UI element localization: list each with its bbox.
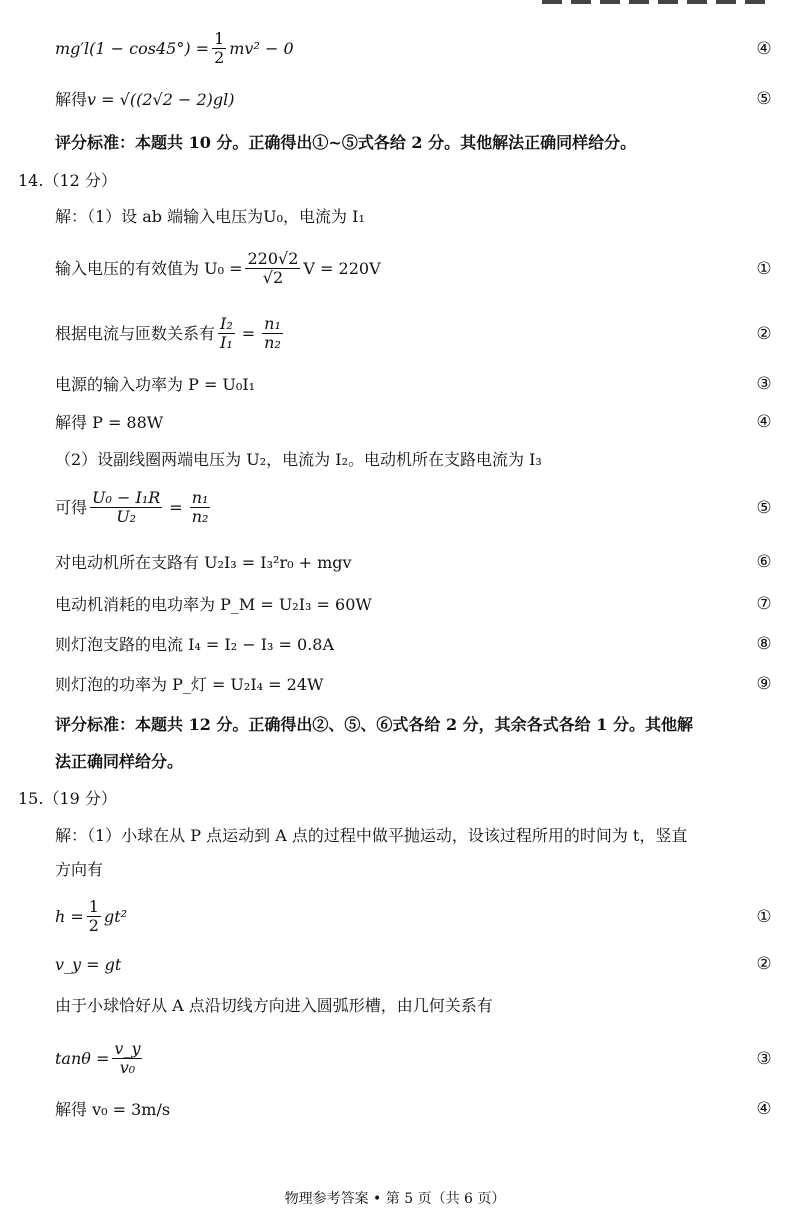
equation-line: 电源的输入功率为 P = U₀I₁ ③	[55, 375, 720, 394]
solution-line: 由于小球恰好从 A 点沿切线方向进入圆弧形槽，由几何关系有	[55, 996, 493, 1015]
equation-marker: ⑦	[756, 594, 772, 615]
equation-line: 根据电流与匝数关系有 $\frac{\text{I₂}}{\text{I₁}}$ = $\frac{\text{n₁}}{\text{n₂}}$ ②	[55, 315, 720, 353]
question-heading: 14.（12 分）	[18, 171, 117, 190]
fraction: $\frac{\text{n₁}}{\text{n₂}}$	[191, 488, 209, 527]
equation-line	[55, 29, 772, 68]
fraction: $\frac{1}{2}$	[214, 29, 225, 68]
fraction: $\frac{1}{2}$	[88, 897, 99, 936]
equation-marker: ⑥	[756, 552, 772, 573]
grading-criteria: 评分标准：本题共 12 分。正确得出②、⑤、⑥式各给 2 分，其余各式各给 1 分。其他解	[55, 715, 693, 734]
equation-marker: ②	[756, 323, 772, 344]
equation-line: h = $\frac{1}{2}$ gt² ①	[55, 898, 720, 936]
fraction: $\frac{\text{U₀ − I₁R}}{\text{U₂}}$	[92, 488, 161, 527]
equation-line: 电动机消耗的电功率为 P_M = U₂I₃ = 60W ⑦	[55, 595, 720, 614]
fraction: $\frac{220√2}{√2}$	[247, 249, 299, 288]
equation-marker: ④	[756, 412, 772, 433]
equation-line: 可得 $\frac{\text{U₀ − I₁R}}{\text{U₂}}$ = $\frac{\text{n₁}}{\text{n₂}}$ ⑤	[55, 489, 720, 527]
equation-tail: mv² − 0	[229, 39, 294, 59]
equation-line: 解得 v₀ = 3m/s ④	[55, 1100, 720, 1119]
equation-line: 输入电压的有效值为 U₀ = $\frac{220√2}{√2}$ V = 220V ①	[55, 250, 720, 288]
equation-marker: ⑤	[756, 497, 772, 518]
equation-line: 解得 v = √((2√2 − 2)gl) ⑤	[55, 90, 720, 109]
equation-marker: ③	[756, 1048, 772, 1069]
fraction: $\frac{\text{I₂}}{\text{I₁}}$	[220, 314, 233, 353]
equation-line: v_y = gt ②	[55, 955, 720, 974]
equation-line: tanθ = $\frac{v\_y}{\text{v₀}}$ ③	[55, 1040, 720, 1078]
header-marks	[525, 0, 765, 4]
solution-line: 解：（1）设 ab 端输入电压为U₀，电流为 I₁	[55, 207, 365, 226]
equation-line: 解得 P = 88W ④	[55, 413, 720, 432]
equation-marker: ③	[756, 374, 772, 395]
grading-criteria: 评分标准：本题共 10 分。正确得出①~⑤式各给 2 分。其他解法正确同样给分。	[55, 133, 637, 152]
equation-marker: ①	[756, 906, 772, 927]
equation-line: 则灯泡的功率为 P_灯 = U₂I₄ = 24W ⑨	[55, 675, 720, 694]
solution-line: 方向有	[55, 860, 104, 879]
question-heading: 15.（19 分）	[18, 789, 117, 808]
equation-text: mg′l(1 − cos45°) =	[55, 39, 210, 59]
equation-marker: ⑨	[756, 674, 772, 695]
equation-text: v = √((2√2 − 2)gl)	[87, 90, 235, 109]
equation-marker: ④	[756, 38, 772, 59]
equation-marker: ⑧	[756, 634, 772, 655]
solution-line: （2）设副线圈两端电压为 U₂，电流为 I₂。电动机所在支路电流为 I₃	[55, 450, 542, 469]
equation-marker: ⑤	[756, 89, 772, 110]
page-footer: 物理参考答案 • 第 5 页（共 6 页）	[284, 1191, 506, 1207]
grading-criteria-cont: 法正确同样给分。	[55, 752, 184, 771]
fraction: $\frac{\text{n₁}}{\text{n₂}}$	[264, 314, 281, 353]
fraction: $\frac{v\_y}{\text{v₀}}$	[114, 1039, 141, 1078]
equation-marker: ①	[756, 258, 772, 279]
equation-line: 对电动机所在支路有 U₂I₃ = I₃²r₀ + mgv ⑥	[55, 553, 720, 572]
equation-marker: ④	[756, 1099, 772, 1120]
solution-line: 解：（1）小球在从 P 点运动到 A 点的过程中做平抛运动，设该过程所用的时间为 t，竖直	[55, 826, 688, 845]
equation-marker: ②	[756, 954, 772, 975]
equation-line: 则灯泡支路的电流 I₄ = I₂ − I₃ = 0.8A ⑧	[55, 635, 720, 654]
